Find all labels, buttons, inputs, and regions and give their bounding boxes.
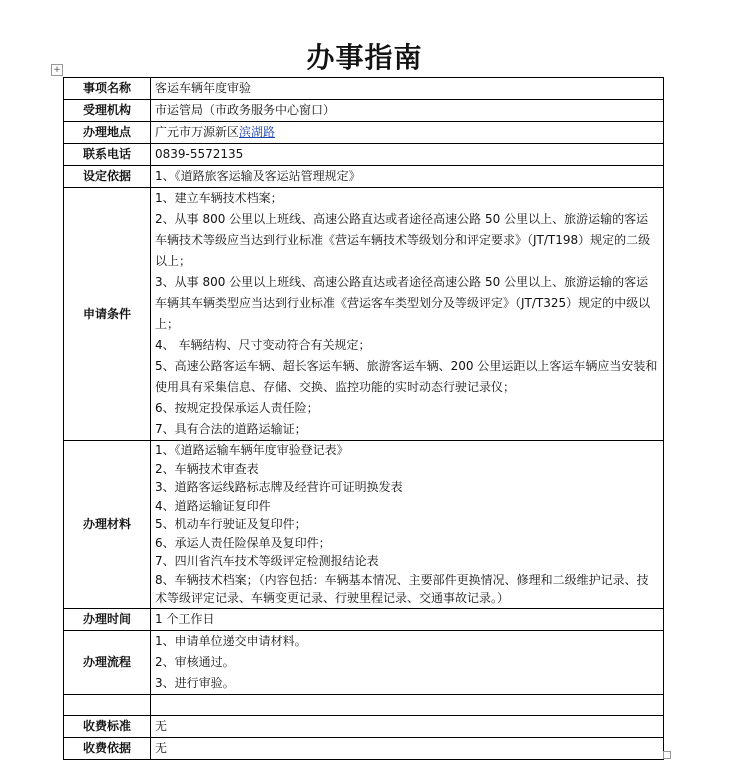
table-row-empty [64,694,664,715]
row-value: 无 [151,715,664,737]
list-item: 4、 车辆结构、尺寸变动符合有关规定； [155,338,371,352]
table-resize-handle[interactable] [663,751,671,759]
list-item: 2、审核通过。 [155,654,235,669]
table-row [64,737,664,759]
list-item: 1、《道路运输车辆年度审验登记表》 [155,443,349,457]
row-label: 办理流程 [64,630,151,694]
row-label: 申请条件 [64,188,151,441]
row-label: 设定依据 [64,166,151,188]
table-move-handle-icon[interactable]: + [51,64,63,76]
list-item: 1、申请单位递交申请材料。 [155,633,307,648]
row-value: 市运管局（市政务服务中心窗口） [151,100,664,122]
list-item: 1、建立车辆技术档案； [155,191,283,205]
list-item: 6、承运人责任险保单及复印件； [155,535,331,550]
row-value [151,630,664,694]
table-row [64,715,664,737]
row-value: 1 个工作日 [151,608,664,630]
row-label-empty [64,694,151,715]
location-text: 广元市万源新区 [155,125,240,139]
list-item: 3、进行审验。 [155,675,235,690]
table-row [64,78,664,100]
list-item: 7、四川省汽车技术等级评定检测报结论表 [155,554,379,568]
table-row [64,144,664,166]
location-link[interactable]: 滨湖路 [239,125,276,139]
row-value-empty [151,694,664,715]
row-value: 0839-5572135 [151,144,664,166]
row-value: 客运车辆年度审验 [151,78,664,100]
table-row [64,166,664,188]
table-row [64,188,664,441]
row-label: 受理机构 [64,100,151,122]
row-label: 办理时间 [64,608,151,630]
list-item: 2、从事 800 公里以上班线、高速公路直达或者途径高速公路 50 公里以上、旅游运输的客运车辆技术等级应当达到行业标准《营运车辆技术等级划分和评定要求》（JT/T198）规定的二级以上； [155,212,651,268]
row-value [151,122,664,144]
page-title: 办事指南 [306,41,423,74]
table-row [64,100,664,122]
row-label: 收费标准 [64,715,151,737]
row-label: 事项名称 [64,78,151,100]
table-row [64,630,664,694]
row-value [151,188,664,441]
row-label: 办理地点 [64,122,151,144]
row-value [151,441,664,609]
row-value: 1、《道路旅客运输及客运站管理规定》 [151,166,664,188]
row-value: 无 [151,737,664,759]
table-row [64,122,664,144]
list-item: 4、道路运输证复印件 [155,498,271,513]
list-item: 5、机动车行驶证及复印件； [155,517,307,531]
list-item: 2、车辆技术审查表 [155,461,259,476]
list-item: 5、高速公路客运车辆、超长客运车辆、旅游客运车辆、200 公里运距以上客运车辆应当安装和使用具有采集信息、存储、交换、监控功能的实时动态行驶记录仪； [155,359,658,394]
service-guide-table [63,77,664,760]
list-item: 8、车辆技术档案；（内容包括：车辆基本情况、主要部件更换情况、修理和二级维护记录、技术等级评定记录、车辆变更记录、行驶里程记录、交通事故记录。） [155,572,649,605]
list-item: 3、从事 800 公里以上班线、高速公路直达或者途径高速公路 50 公里以上、旅游运输的客运车辆其车辆类型应当达到行业标准《营运客车类型划分及等级评定》（JT/T325）规定的中级以上； [155,275,651,331]
list-item: 3、道路客运线路标志牌及经营许可证明换发表 [155,480,403,494]
row-label: 收费依据 [64,737,151,759]
row-label: 办理材料 [64,441,151,609]
list-item: 6、按规定投保承运人责任险； [155,401,319,415]
row-label: 联系电话 [64,144,151,166]
table-row [64,441,664,609]
table-row [64,608,664,630]
list-item: 7、具有合法的道路运输证； [155,422,307,436]
